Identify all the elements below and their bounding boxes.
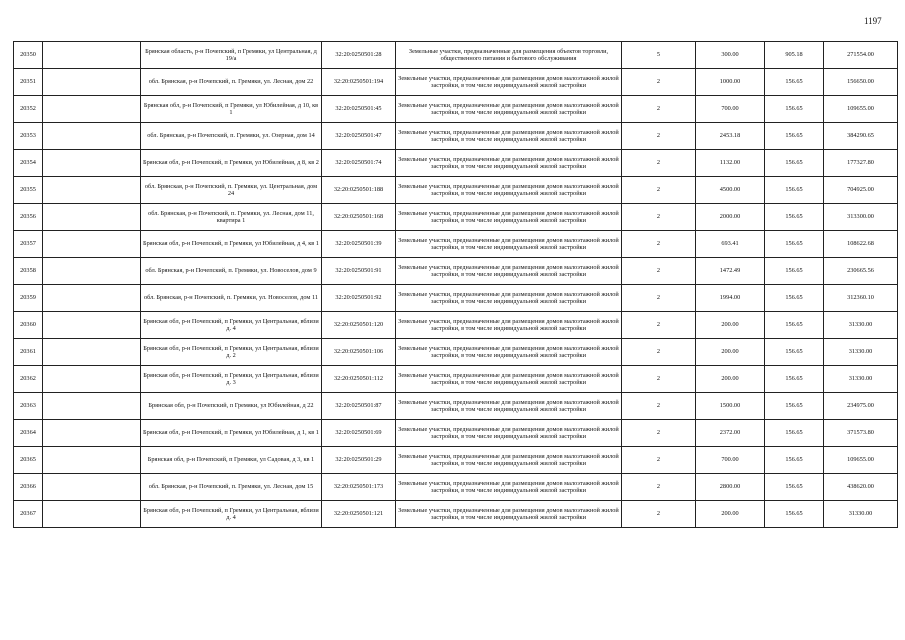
address-cell: Брянская обл, р-н Почепский, п Гремяки, ул Центральная, вблизи д. 4 xyxy=(141,501,322,528)
address-cell: Брянская обл, р-н Почепский, п Гремяки, ул Центральная, вблизи д. 3 xyxy=(141,366,322,393)
row-number-cell: 20351 xyxy=(14,69,43,96)
empty-cell xyxy=(43,123,141,150)
category-cell: 2 xyxy=(622,447,696,474)
table-row xyxy=(14,366,898,393)
cadastral-number-cell: 32:20:0250501:28 xyxy=(322,42,396,69)
row-number-cell: 20358 xyxy=(14,258,43,285)
empty-cell xyxy=(43,285,141,312)
specific-value-cell: 156.65 xyxy=(765,339,824,366)
table-row xyxy=(14,42,898,69)
category-cell: 2 xyxy=(622,366,696,393)
row-number-cell: 20354 xyxy=(14,150,43,177)
land-use-cell: Земельные участки, предназначенные для размещения домов малоэтажной жилой застройки, в том числе индивидуальной жилой застройки xyxy=(396,123,622,150)
area-cell: 2000.00 xyxy=(696,204,765,231)
land-use-cell: Земельные участки, предназначенные для размещения домов малоэтажной жилой застройки, в том числе индивидуальной жилой застройки xyxy=(396,447,622,474)
row-number-cell: 20353 xyxy=(14,123,43,150)
address-cell: Брянская обл, р-н Почепский, п Гремяки, ул Центральная, вблизи д. 4 xyxy=(141,312,322,339)
address-cell: обл. Брянская, р-н Почепский, п. Гремяки, ул. Новоселов, дом 9 xyxy=(141,258,322,285)
row-number-cell: 20359 xyxy=(14,285,43,312)
area-cell: 1500.00 xyxy=(696,393,765,420)
empty-cell xyxy=(43,339,141,366)
cadastral-number-cell: 32:20:0250501:121 xyxy=(322,501,396,528)
specific-value-cell: 156.65 xyxy=(765,123,824,150)
address-cell: обл. Брянская, р-н Почепский, п. Гремяки, ул. Озерная, дом 14 xyxy=(141,123,322,150)
empty-cell xyxy=(43,312,141,339)
cadastral-value-cell: 234975.00 xyxy=(824,393,898,420)
cadastral-value-cell: 438620.00 xyxy=(824,474,898,501)
cadastral-number-cell: 32:20:0250501:87 xyxy=(322,393,396,420)
area-cell: 300.00 xyxy=(696,42,765,69)
row-number-cell: 20365 xyxy=(14,447,43,474)
cadastral-value-cell: 371573.80 xyxy=(824,420,898,447)
specific-value-cell: 156.65 xyxy=(765,312,824,339)
cadastral-number-cell: 32:20:0250501:194 xyxy=(322,69,396,96)
category-cell: 2 xyxy=(622,177,696,204)
land-use-cell: Земельные участки, предназначенные для размещения домов малоэтажной жилой застройки, в том числе индивидуальной жилой застройки xyxy=(396,420,622,447)
empty-cell xyxy=(43,69,141,96)
land-use-cell: Земельные участки, предназначенные для размещения объектов торговли, общественного питания и бытового обслуживания xyxy=(396,42,622,69)
specific-value-cell: 156.65 xyxy=(765,474,824,501)
row-number-cell: 20364 xyxy=(14,420,43,447)
row-number-cell: 20361 xyxy=(14,339,43,366)
cadastral-number-cell: 32:20:0250501:173 xyxy=(322,474,396,501)
table-row xyxy=(14,339,898,366)
cadastral-value-cell: 109655.00 xyxy=(824,447,898,474)
table-row xyxy=(14,420,898,447)
empty-cell xyxy=(43,177,141,204)
cadastral-number-cell: 32:20:0250501:92 xyxy=(322,285,396,312)
land-use-cell: Земельные участки, предназначенные для размещения домов малоэтажной жилой застройки, в том числе индивидуальной жилой застройки xyxy=(396,204,622,231)
cadastral-number-cell: 32:20:0250501:29 xyxy=(322,447,396,474)
row-number-cell: 20366 xyxy=(14,474,43,501)
address-cell: Брянская обл, р-н Почепский, п Гремяки, ул Юбилейная, д 1, кв 1 xyxy=(141,420,322,447)
area-cell: 200.00 xyxy=(696,366,765,393)
empty-cell xyxy=(43,96,141,123)
address-cell: Брянская обл, р-н Почепский, п Гремяки, ул Юбилейная, д 22 xyxy=(141,393,322,420)
table-row xyxy=(14,474,898,501)
area-cell: 2372.00 xyxy=(696,420,765,447)
category-cell: 2 xyxy=(622,339,696,366)
specific-value-cell: 156.65 xyxy=(765,447,824,474)
address-cell: Брянская обл, р-н Почепский, п Гремяки, ул Юбилейная, д 8, кв 2 xyxy=(141,150,322,177)
address-cell: обл. Брянская, р-н Почепский, п. Гремяки, ул. Центральная, дом 24 xyxy=(141,177,322,204)
cadastral-value-cell: 230665.56 xyxy=(824,258,898,285)
category-cell: 2 xyxy=(622,96,696,123)
land-use-cell: Земельные участки, предназначенные для размещения домов малоэтажной жилой застройки, в том числе индивидуальной жилой застройки xyxy=(396,312,622,339)
cadastral-number-cell: 32:20:0250501:112 xyxy=(322,366,396,393)
cadastral-value-cell: 384290.65 xyxy=(824,123,898,150)
cadastral-number-cell: 32:20:0250501:106 xyxy=(322,339,396,366)
land-use-cell: Земельные участки, предназначенные для размещения домов малоэтажной жилой застройки, в том числе индивидуальной жилой застройки xyxy=(396,177,622,204)
land-use-cell: Земельные участки, предназначенные для размещения домов малоэтажной жилой застройки, в том числе индивидуальной жилой застройки xyxy=(396,96,622,123)
specific-value-cell: 156.65 xyxy=(765,285,824,312)
area-cell: 2453.18 xyxy=(696,123,765,150)
cadastral-number-cell: 32:20:0250501:39 xyxy=(322,231,396,258)
cadastral-number-cell: 32:20:0250501:45 xyxy=(322,96,396,123)
category-cell: 2 xyxy=(622,474,696,501)
empty-cell xyxy=(43,420,141,447)
cadastral-number-cell: 32:20:0250501:69 xyxy=(322,420,396,447)
land-use-cell: Земельные участки, предназначенные для размещения домов малоэтажной жилой застройки, в том числе индивидуальной жилой застройки xyxy=(396,393,622,420)
address-cell: обл. Брянская, р-н Почепский, п. Гремяки, ул. Лесная, дом 11, квартира 1 xyxy=(141,204,322,231)
land-use-cell: Земельные участки, предназначенные для размещения домов малоэтажной жилой застройки, в том числе индивидуальной жилой застройки xyxy=(396,231,622,258)
area-cell: 700.00 xyxy=(696,96,765,123)
empty-cell xyxy=(43,501,141,528)
specific-value-cell: 905.18 xyxy=(765,42,824,69)
category-cell: 2 xyxy=(622,204,696,231)
area-cell: 1994.00 xyxy=(696,285,765,312)
empty-cell xyxy=(43,231,141,258)
empty-cell xyxy=(43,204,141,231)
area-cell: 200.00 xyxy=(696,501,765,528)
area-cell: 1472.49 xyxy=(696,258,765,285)
empty-cell xyxy=(43,393,141,420)
land-use-cell: Земельные участки, предназначенные для размещения домов малоэтажной жилой застройки, в том числе индивидуальной жилой застройки xyxy=(396,69,622,96)
specific-value-cell: 156.65 xyxy=(765,420,824,447)
category-cell: 2 xyxy=(622,231,696,258)
table-row xyxy=(14,204,898,231)
table-row xyxy=(14,123,898,150)
land-use-cell: Земельные участки, предназначенные для размещения домов малоэтажной жилой застройки, в том числе индивидуальной жилой застройки xyxy=(396,150,622,177)
cadastral-value-cell: 31330.00 xyxy=(824,501,898,528)
address-cell: Брянская область, р-н Почепский, п Гремяки, ул Центральная, д 19/а xyxy=(141,42,322,69)
address-cell: Брянская обл, р-н Почепский, п Гремяки, ул Садовая, д 3, кв 1 xyxy=(141,447,322,474)
area-cell: 1000.00 xyxy=(696,69,765,96)
cadastral-value-cell: 156650.00 xyxy=(824,69,898,96)
area-cell: 700.00 xyxy=(696,447,765,474)
table-body xyxy=(14,42,898,528)
area-cell: 4500.00 xyxy=(696,177,765,204)
cadastral-value-cell: 704925.00 xyxy=(824,177,898,204)
table-row xyxy=(14,447,898,474)
address-cell: Брянская обл, р-н Почепский, п Гремяки, ул Юбилейная, д 4, кв 1 xyxy=(141,231,322,258)
table-row xyxy=(14,96,898,123)
address-cell: Брянская обл, р-н Почепский, п Гремяки, ул Юбилейная, д 10, кв 1 xyxy=(141,96,322,123)
category-cell: 2 xyxy=(622,150,696,177)
empty-cell xyxy=(43,150,141,177)
address-cell: обл. Брянская, р-н Почепский, п. Гремяки, ул. Новоселов, дом 11 xyxy=(141,285,322,312)
specific-value-cell: 156.65 xyxy=(765,204,824,231)
cadastral-number-cell: 32:20:0250501:120 xyxy=(322,312,396,339)
row-number-cell: 20355 xyxy=(14,177,43,204)
row-number-cell: 20352 xyxy=(14,96,43,123)
row-number-cell: 20362 xyxy=(14,366,43,393)
row-number-cell: 20363 xyxy=(14,393,43,420)
table-row xyxy=(14,393,898,420)
category-cell: 2 xyxy=(622,258,696,285)
land-use-cell: Земельные участки, предназначенные для размещения домов малоэтажной жилой застройки, в том числе индивидуальной жилой застройки xyxy=(396,474,622,501)
table-row xyxy=(14,285,898,312)
empty-cell xyxy=(43,474,141,501)
specific-value-cell: 156.65 xyxy=(765,69,824,96)
cadastral-value-cell: 313300.00 xyxy=(824,204,898,231)
specific-value-cell: 156.65 xyxy=(765,501,824,528)
empty-cell xyxy=(43,258,141,285)
cadastral-value-cell: 109655.00 xyxy=(824,96,898,123)
cadastral-value-cell: 177327.80 xyxy=(824,150,898,177)
address-cell: обл. Брянская, р-н Почепский, п. Гремяки, ул. Лесная, дом 22 xyxy=(141,69,322,96)
area-cell: 200.00 xyxy=(696,339,765,366)
category-cell: 2 xyxy=(622,312,696,339)
specific-value-cell: 156.65 xyxy=(765,393,824,420)
table-row xyxy=(14,501,898,528)
cadastral-value-table xyxy=(13,41,898,528)
category-cell: 2 xyxy=(622,69,696,96)
category-cell: 2 xyxy=(622,123,696,150)
page-number: 1197 xyxy=(864,16,882,26)
cadastral-number-cell: 32:20:0250501:188 xyxy=(322,177,396,204)
land-use-cell: Земельные участки, предназначенные для размещения домов малоэтажной жилой застройки, в том числе индивидуальной жилой застройки xyxy=(396,339,622,366)
row-number-cell: 20357 xyxy=(14,231,43,258)
table-row xyxy=(14,231,898,258)
cadastral-number-cell: 32:20:0250501:91 xyxy=(322,258,396,285)
land-use-cell: Земельные участки, предназначенные для размещения домов малоэтажной жилой застройки, в том числе индивидуальной жилой застройки xyxy=(396,258,622,285)
table-row xyxy=(14,258,898,285)
row-number-cell: 20356 xyxy=(14,204,43,231)
land-use-cell: Земельные участки, предназначенные для размещения домов малоэтажной жилой застройки, в том числе индивидуальной жилой застройки xyxy=(396,366,622,393)
land-use-cell: Земельные участки, предназначенные для размещения домов малоэтажной жилой застройки, в том числе индивидуальной жилой застройки xyxy=(396,501,622,528)
address-cell: Брянская обл, р-н Почепский, п Гремяки, ул Центральная, вблизи д. 2 xyxy=(141,339,322,366)
cadastral-value-cell: 31330.00 xyxy=(824,339,898,366)
specific-value-cell: 156.65 xyxy=(765,150,824,177)
cadastral-number-cell: 32:20:0250501:47 xyxy=(322,123,396,150)
specific-value-cell: 156.65 xyxy=(765,177,824,204)
empty-cell xyxy=(43,366,141,393)
cadastral-number-cell: 32:20:0250501:74 xyxy=(322,150,396,177)
area-cell: 693.41 xyxy=(696,231,765,258)
area-cell: 2800.00 xyxy=(696,474,765,501)
table-row xyxy=(14,312,898,339)
category-cell: 2 xyxy=(622,501,696,528)
area-cell: 200.00 xyxy=(696,312,765,339)
category-cell: 5 xyxy=(622,42,696,69)
empty-cell xyxy=(43,42,141,69)
category-cell: 2 xyxy=(622,420,696,447)
cadastral-value-cell: 271554.00 xyxy=(824,42,898,69)
row-number-cell: 20350 xyxy=(14,42,43,69)
table-row xyxy=(14,69,898,96)
row-number-cell: 20360 xyxy=(14,312,43,339)
table-row xyxy=(14,177,898,204)
address-cell: обл. Брянская, р-н Почепский, п. Гремяки, ул. Лесная, дом 15 xyxy=(141,474,322,501)
cadastral-value-cell: 312360.10 xyxy=(824,285,898,312)
category-cell: 2 xyxy=(622,393,696,420)
area-cell: 1132.00 xyxy=(696,150,765,177)
land-use-cell: Земельные участки, предназначенные для размещения домов малоэтажной жилой застройки, в том числе индивидуальной жилой застройки xyxy=(396,285,622,312)
cadastral-number-cell: 32:20:0250501:168 xyxy=(322,204,396,231)
specific-value-cell: 156.65 xyxy=(765,96,824,123)
cadastral-value-cell: 31330.00 xyxy=(824,366,898,393)
empty-cell xyxy=(43,447,141,474)
cadastral-value-cell: 31330.00 xyxy=(824,312,898,339)
cadastral-value-cell: 108622.68 xyxy=(824,231,898,258)
category-cell: 2 xyxy=(622,285,696,312)
table-row xyxy=(14,150,898,177)
specific-value-cell: 156.65 xyxy=(765,231,824,258)
row-number-cell: 20367 xyxy=(14,501,43,528)
specific-value-cell: 156.65 xyxy=(765,258,824,285)
specific-value-cell: 156.65 xyxy=(765,366,824,393)
